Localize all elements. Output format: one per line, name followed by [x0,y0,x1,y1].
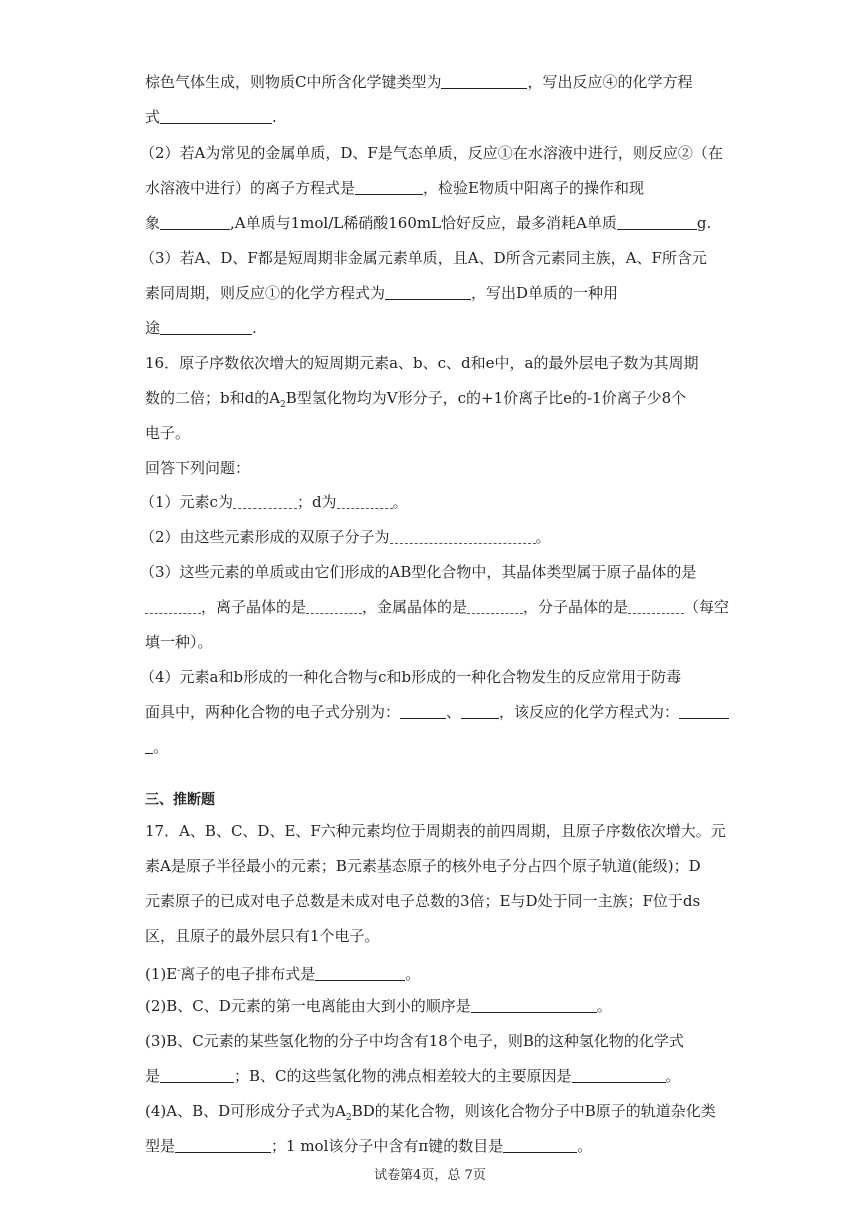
text-line [145,891,725,911]
text: 。 [153,738,169,756]
text: ；d为 [296,493,337,511]
text: 式 [145,108,161,126]
text-line [145,388,725,415]
text-line [145,1136,725,1156]
text: ，写出D单质的一种用 [471,284,619,302]
answer-blank[interactable] [471,998,597,1013]
answer-blank[interactable] [160,215,230,230]
question-16 [145,353,725,373]
text-line [145,283,725,303]
text: 电子。 [145,424,191,442]
text: 。 [535,528,551,546]
text-line [145,632,725,652]
text: 填一种）。 [145,633,213,651]
answer-blank[interactable] [617,215,697,230]
text: ，分子晶体的是 [523,598,629,616]
text: （3）若A、D、F都是短周期非金属元素单质，且A、D所含元素同主族，A、F所含元 [140,249,707,267]
text: ，离子晶体的是 [201,598,307,616]
text-line [145,702,725,722]
text-line [145,1101,725,1128]
answer-blank[interactable] [160,109,272,124]
text-line [145,1066,725,1086]
text: 水溶液中进行）的离子方程式是 [145,179,356,197]
text: 17．A、B、C、D、E、F六种元素均位于周期表的前四周期，且原子序数依次增大。元 [145,822,726,840]
text-line [145,597,730,617]
answer-blank[interactable] [400,704,446,719]
text-line [145,213,725,233]
text-line [145,996,725,1016]
text: (1)E [145,965,178,983]
text-line [145,178,725,198]
text-line [145,107,725,127]
text: 16．原子序数依次增大的短周期元素a、b、c、d和e中，a的最外层电子数为其周期 [145,354,699,372]
text: 面具中，两种化合物的电子式分别为： [145,703,401,721]
text: （4）元素a和b形成的一种化合物与c和b形成的一种化合物发生的反应常用于防毒 [140,668,682,686]
text-line [145,72,725,92]
text: 途 [145,319,161,337]
answer-blank[interactable] [233,494,297,509]
subscript: 2 [345,1113,352,1123]
text: （每空 [684,598,730,616]
text: ，检验E物质中阳离子的操作和现 [423,179,644,197]
text: (2)B、C、D元素的第一电离能由大到小的顺序是 [145,997,471,1015]
text: 、 [446,703,462,721]
answer-blank[interactable] [315,966,405,981]
text: . [252,319,257,337]
text-line [145,423,725,443]
text-line [140,143,723,163]
answer-blank[interactable] [306,599,362,614]
text: (3)B、C元素的某些氢化物的分子中均含有18个电子，则B的这种氢化物的化学式 [145,1032,684,1050]
text: 。 [577,1137,593,1155]
section-heading [145,790,725,810]
text: 素同周期，则反应①的化学方程式为 [145,284,386,302]
text: ，写出反应④的化学方程 [527,73,693,91]
text: 。 [665,1067,681,1085]
text: ,A单质与1mol/L稀硝酸160mL恰好反应，最多消耗A单质 [230,214,617,232]
answer-blank[interactable] [467,599,523,614]
text-line [145,458,725,478]
answer-blank[interactable] [461,704,499,719]
text: ，金属晶体的是 [362,598,468,616]
text-line [140,562,720,582]
text-line [145,737,725,757]
text: （2）由这些元素形成的双原子分子为 [140,528,390,546]
text: ，该反应的化学方程式为： [499,703,680,721]
text-line [140,248,720,268]
text: 区，且原子的最外层只有1个电子。 [145,927,380,945]
question-17 [145,821,725,841]
text: (4)A、B、D可形成分子式为A [145,1102,346,1120]
answer-blank[interactable] [145,599,201,614]
text: ；1 mol该分子中含有π键的数目是 [271,1137,504,1155]
text: 离子的电子排布式是 [180,965,316,983]
answer-blank[interactable] [160,320,252,335]
answer-blank[interactable] [145,739,153,754]
text: （3）这些元素的单质或由它们形成的AB型化合物中，其晶体类型属于原子晶体的是 [140,563,697,581]
text: 型是 [145,1137,176,1155]
text-line [145,1031,725,1051]
text: . [272,108,277,126]
text: 素A是原子半径最小的元素；B元素基态原子的核外电子分占四个原子轨道(能级)；D [145,857,701,875]
text: 。 [405,965,421,983]
text: g. [696,214,712,232]
text-line [140,527,720,547]
subscript: 2 [280,400,286,410]
superscript: - [177,966,181,976]
answer-blank[interactable] [175,1138,271,1153]
answer-blank[interactable] [628,599,684,614]
text-line [145,318,725,338]
answer-blank[interactable] [355,180,423,195]
text: 棕色气体生成，则物质C中所含化学键类型为 [145,73,442,91]
answer-blank[interactable] [390,529,536,544]
heading-text: 三、推断题 [145,792,215,808]
text: 是 [145,1067,161,1085]
text: 。 [596,997,612,1015]
answer-blank[interactable] [337,494,393,509]
text: ；B、C的这些氢化物的沸点相差较大的主要原因是 [234,1067,572,1085]
text: （2）若A为常见的金属单质，D、F是气态单质，反应①在水溶液中进行，则反应②（在 [140,144,723,162]
text-line [145,856,725,876]
text: BD的某化合物，则该化合物分子中B原子的轨道杂化类 [351,1102,716,1120]
answer-blank[interactable] [385,285,471,300]
text: 。 [392,493,408,511]
answer-blank[interactable] [160,1068,234,1083]
answer-blank[interactable] [679,704,729,719]
text-line [145,961,725,984]
text: 回答下列问题： [145,459,251,477]
answer-blank[interactable] [441,74,527,89]
answer-blank[interactable] [572,1068,666,1083]
text: B型氢化物均为V形分子，c的+1价离子比e的-1价离子少8个 [285,389,687,407]
page-footer: 试卷第4页，总 7页 [374,1168,486,1183]
text-line [145,926,725,946]
text-line [140,667,720,687]
text: 象 [145,214,161,232]
answer-blank[interactable] [503,1138,577,1153]
text: 元素原子的已成对电子总数是未成对电子总数的3倍；E与D处于同一主族；F位于ds [145,892,701,910]
text: （1）元素c为 [140,493,233,511]
text: 数的二倍；b和d的A [145,389,281,407]
text-line [140,492,720,512]
